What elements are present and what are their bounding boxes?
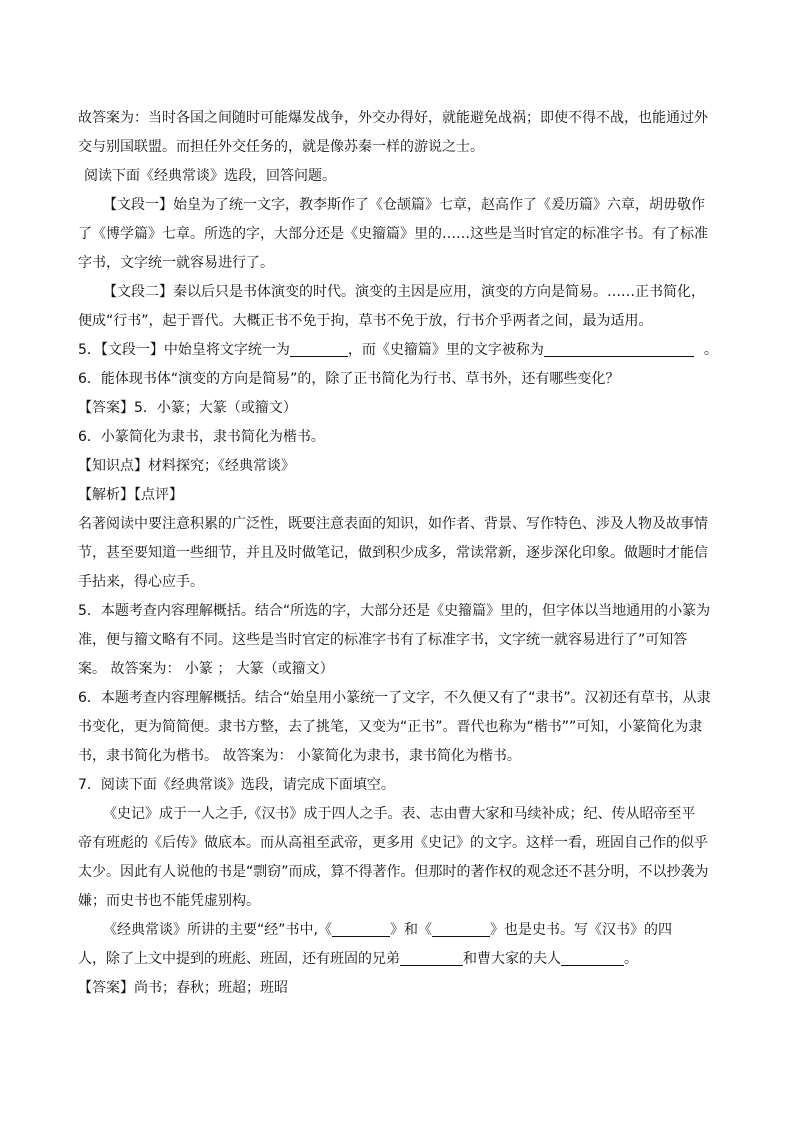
- fill-in-text: 》也是史书。写《汉书》的四: [489, 922, 672, 938]
- question-5: [78, 336, 728, 365]
- explanation-5-line: 准，便与籀文略有不同。这些是当时官定的标准字书有了标准字书，文字统一就容易进行了”可知答: [78, 632, 688, 648]
- fill-in-text: 《经典常谈》所讲的主要“经”书中,《: [103, 922, 332, 938]
- answer-blank[interactable]: [332, 920, 390, 937]
- comment-line: 名著阅读中要注意积累的广泛性，既要注意表面的知识，如作者、背景、写作特色、涉及人物及故事情: [78, 516, 708, 532]
- answer-line: 6．小篆简化为隶书，隶书简化为楷书。: [78, 429, 325, 445]
- passage-one-line: 了《博学篇》七章。所选的字，大部分还是《史籀篇》里的……这些是当时官定的标准字书。有了标准: [78, 226, 708, 242]
- answer-blank[interactable]: [561, 949, 624, 966]
- explanation-6-line: 书，隶书简化为楷书。 故答案为： 小篆简化为隶书，隶书简化为楷书。: [78, 748, 521, 764]
- explanation-6-line: 书变化，更为简简便。隶书方整，去了挑笔，又变为“正书”。晋代也称为“楷书””可知，小篆简化为隶: [78, 719, 703, 735]
- comment-line: 手拈来，得心应手。: [78, 574, 204, 590]
- answer-heading: 【答案】5．小篆；大篆（或籀文）: [78, 400, 297, 416]
- answer-blank[interactable]: [290, 340, 348, 357]
- answer-blank[interactable]: [544, 340, 694, 357]
- explanation-6-line: 6．本题考查内容理解概括。结合“始皇用小篆统一了文字，不久便又有了“隶书”。汉初还有草书，从隶: [78, 690, 711, 706]
- fill-in-text: 人，除了上文中提到的班彪、班固，还有班固的兄弟: [78, 951, 400, 967]
- passage-two-line: 【文段二】秦以后只是书体演变的时代。演变的主因是应用，演变的方向是简易。……正书简化，: [103, 284, 705, 300]
- question-6: 6．能体现书体“演变的方向是简易”的，除了正书简化为行书、草书外，还有哪些变化？: [78, 371, 620, 387]
- passage-one-line: 字书，文字统一就容易进行了。: [78, 255, 274, 271]
- answer-heading: 【答案】尚书；春秋；班超；班昭: [78, 980, 288, 996]
- fill-in-text: 。: [624, 951, 638, 967]
- analysis-heading: 【解析】【点评】: [78, 487, 183, 503]
- fill-in-line: [78, 916, 728, 945]
- passage-three-line: 《史记》成于一人之手,《汉书》成于四人之手。表、志由曹大家和马续补成；纪、传从昭帝至平: [103, 806, 696, 822]
- passage-three-line: 帝有班彪的《后传》做底本。而从高祖至武帝，更多用《史记》的文字。这样一看，班固自己作的似乎: [78, 835, 708, 851]
- answer-line: 交与别国联盟。而担任外交任务的，就是像苏秦一样的游说之士。: [78, 139, 484, 155]
- question-5-text: 。: [703, 342, 718, 358]
- knowledge-point: 【知识点】材料探究；《经典常谈》: [78, 458, 295, 474]
- passage-three-line: 太少。因此有人说他的书是“剽窃”而成，算不得著作。但那时的著作权的观念还不甚分明，不以抄袭为: [78, 864, 709, 880]
- fill-in-text: 》和《: [389, 922, 432, 938]
- question-5-text: 5．【文段一】中始皇将文字统一为: [78, 342, 290, 358]
- passage-two-line: 便成“行书”，起于晋代。大概正书不免于拘，草书不免于放，行书介乎两者之间，最为适用。: [78, 313, 653, 329]
- question-7: 7．阅读下面《经典常谈》选段，请完成下面填空。: [78, 777, 395, 793]
- answer-line: 故答案为：当时各国之间随时可能爆发战争，外交办得好，就能避免战祸；即使不得不战，也能通过外: [78, 110, 708, 126]
- reading-prompt: 阅读下面《经典常谈》选段，回答问题。: [84, 168, 336, 184]
- answer-blank[interactable]: [400, 949, 463, 966]
- fill-in-line: [78, 945, 728, 974]
- question-5-text: ，而《史籀篇》里的文字被称为: [347, 342, 544, 358]
- answer-blank[interactable]: [432, 920, 490, 937]
- explanation-5-line: 5．本题考查内容理解概括。结合“所选的字，大部分还是《史籀篇》里的，但字体以当地通用的小篆为: [78, 603, 711, 619]
- explanation-5-line: 案。 故答案为： 小篆 ； 大篆（或籀文）: [78, 661, 334, 677]
- passage-three-line: 嫌；而史书也不能凭虚别构。: [78, 893, 260, 909]
- fill-in-text: 和曹大家的夫人: [463, 951, 561, 967]
- comment-line: 节，甚至要知道一些细节，并且及时做笔记，做到积少成多，常读常新，逐步深化印象。做题时才能信: [78, 545, 708, 561]
- passage-one-line: 【文段一】始皇为了统一文字，教李斯作了《仓颉篇》七章，赵高作了《爰历篇》六章，胡毋敬作: [103, 197, 705, 213]
- document-body: [78, 104, 728, 1003]
